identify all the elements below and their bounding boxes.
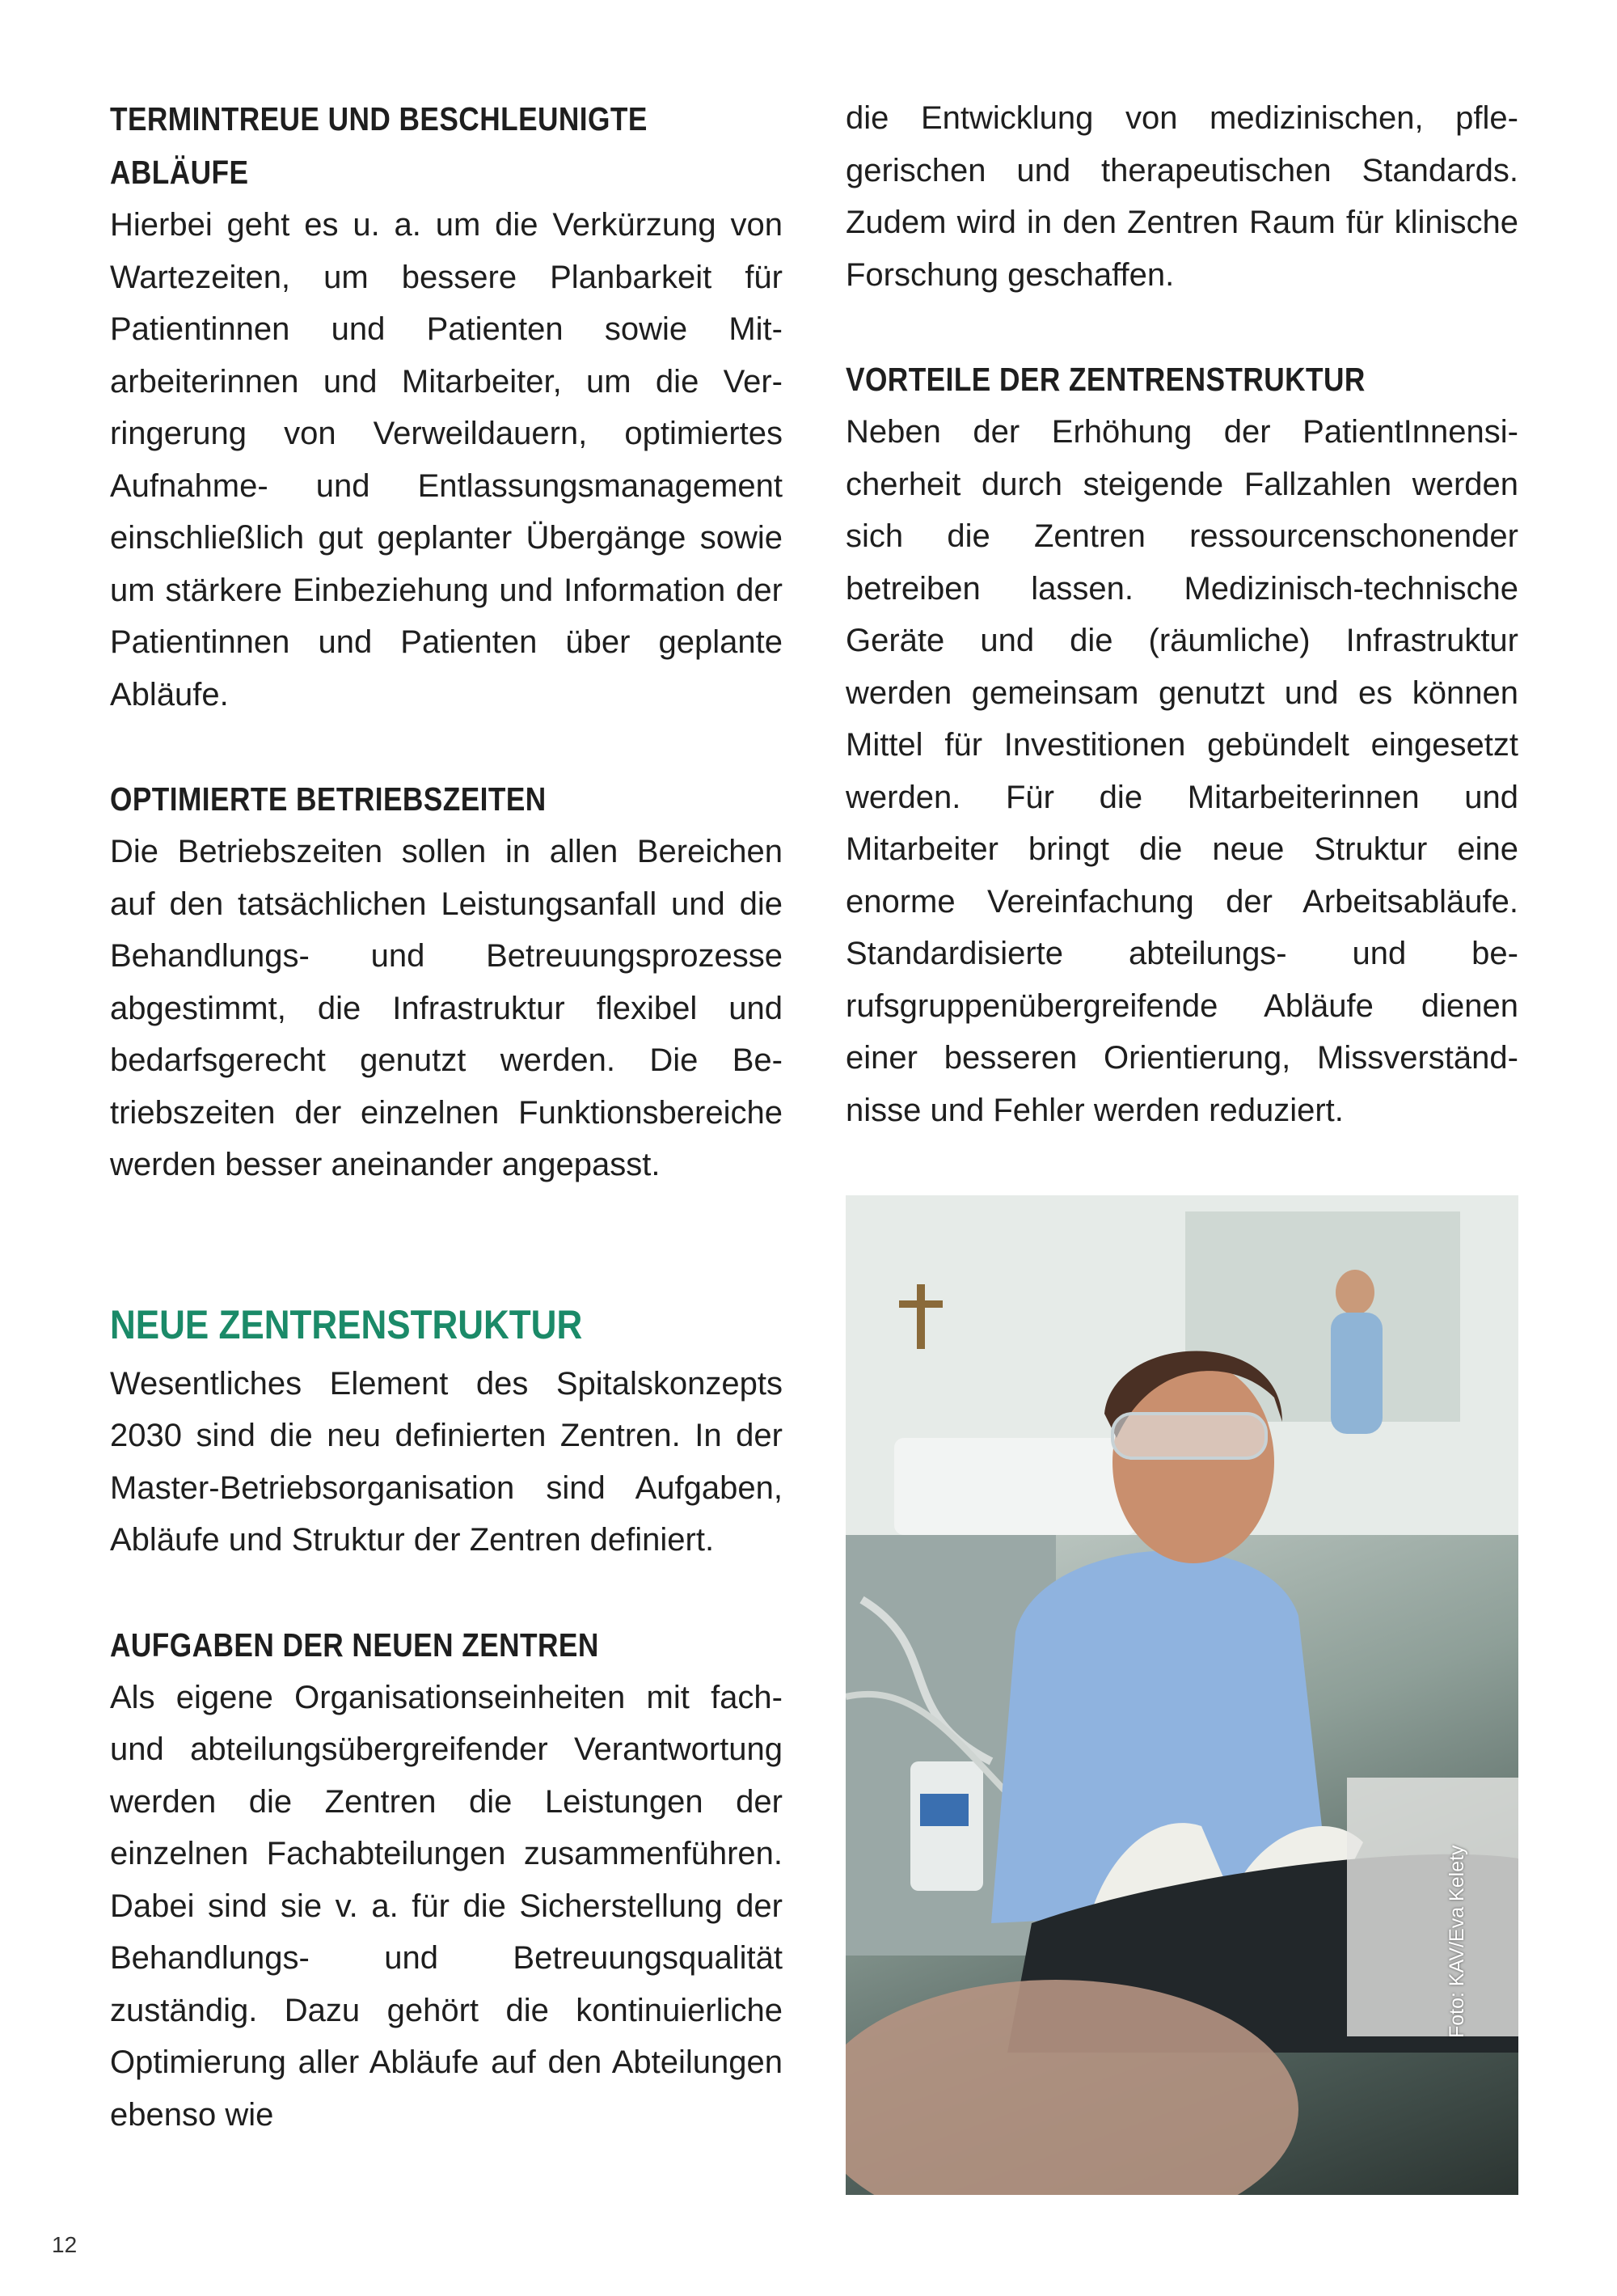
paragraph-termintreue: Hierbei geht es u. a. um die Verkürzung von Wartezeiten, um bessere Planbarkeit für Patientinnen und Patienten sowie Mitarbeiterinnen und Mitarbeiter, um die Verringerung von Verweildauern, optimiertes Aufnahme- und Entlassungsmanagement einschließlich gut geplanter Übergänge sowie um stärkere Einbeziehung und Information der Patientinnen und Patienten über geplante Abläufe. (110, 207, 783, 712)
right-column (846, 92, 1518, 1136)
page-number: 12 (52, 2232, 78, 2257)
heading-betriebszeiten: OPTIMIERTE BETRIEBSZEITEN (110, 780, 547, 818)
background-person-body (1331, 1313, 1383, 1434)
paragraph-betriebszeiten: Die Betriebszeiten sollen in allen Bereichen auf den tatsächlichen Leistungsanfall und die Behandlungs- und Betreuungsprozesse abgestimmt, die Infrastruktur flexibel und bedarfsgerecht genutzt werden. Die Betriebszeiten der einzelnen Funktionsbereiche werden besser aneinander angepasst. (110, 834, 783, 1182)
heading-vorteile: VORTEILE DER ZENTRENSTRUKTUR (846, 361, 1366, 398)
heading-termintreue-line2: ABLÄUFE (110, 154, 249, 191)
paragraph-vorteile: Neben der Erhöhung der PatientInnensicherheit durch steigende Fallzahlen werden sich die Zentren ressourcenschonender betreiben lassen. Medizinisch-technische Geräte und die (räumliche) Infrastruktur werden gemeinsam genutzt und es können Mittel für Investitionen gebündelt eingesetzt werden. Für die Mitarbeiterinnen und Mitarbeiter bringt die neue Struktur eine enorme Vereinfachung der Arbeitsabläufe. Standardisierte abteilungs- und berufsgruppenübergreifende Abläufe dienen einer besseren Orientierung, Missverständnisse und Fehler werden reduziert. (846, 414, 1518, 1128)
pillow-shape (1347, 1778, 1518, 2036)
paragraph-neue-zentrenstruktur: Wesentliches Element des Spitalskonzepts 2030 sind die neu definierten Zentren. In der Master-Betriebsorganisation sind Aufgaben, Abläufe und Struktur der Zentren definiert. (110, 1365, 783, 1558)
photo-nurse-dialysis (846, 1195, 1518, 2195)
label-shape (920, 1794, 969, 1826)
left-column (110, 92, 783, 2141)
heading-termintreue-line1: TERMINTREUE UND BESCHLEUNIGTE (110, 100, 648, 137)
heading-neue-zentrenstruktur: NEUE ZENTRENSTRUKTUR (110, 1301, 583, 1347)
paragraph-continuation: die Entwicklung von medizinischen, pflegerischen und therapeutischen Standards. Zudem wird in den Zentren Raum für klinische Forschung geschaffen. (846, 100, 1518, 293)
photo-illustration (846, 1195, 1518, 2195)
photo-credit: Foto: KAV/Eva Kelety (1446, 1845, 1468, 2038)
bed-shape (894, 1438, 1137, 1535)
paragraph-aufgaben: Als eigene Organisationseinheiten mit fach- und abteilungsübergreifender Verantwortung werden die Zentren die Leistungen der einzelnen Fachabteilungen zusammenführen. Dabei sind sie v. a. für die Sicherstellung der Behandlungs- und Betreuungsqualität zuständig. Dazu gehört die kontinuierliche Optimierung aller Abläufe auf den Abteilungen ebenso wie (110, 1679, 783, 2133)
background-person-head (1336, 1270, 1374, 1315)
heading-aufgaben: AUFGABEN DER NEUEN ZENTREN (110, 1626, 599, 1664)
